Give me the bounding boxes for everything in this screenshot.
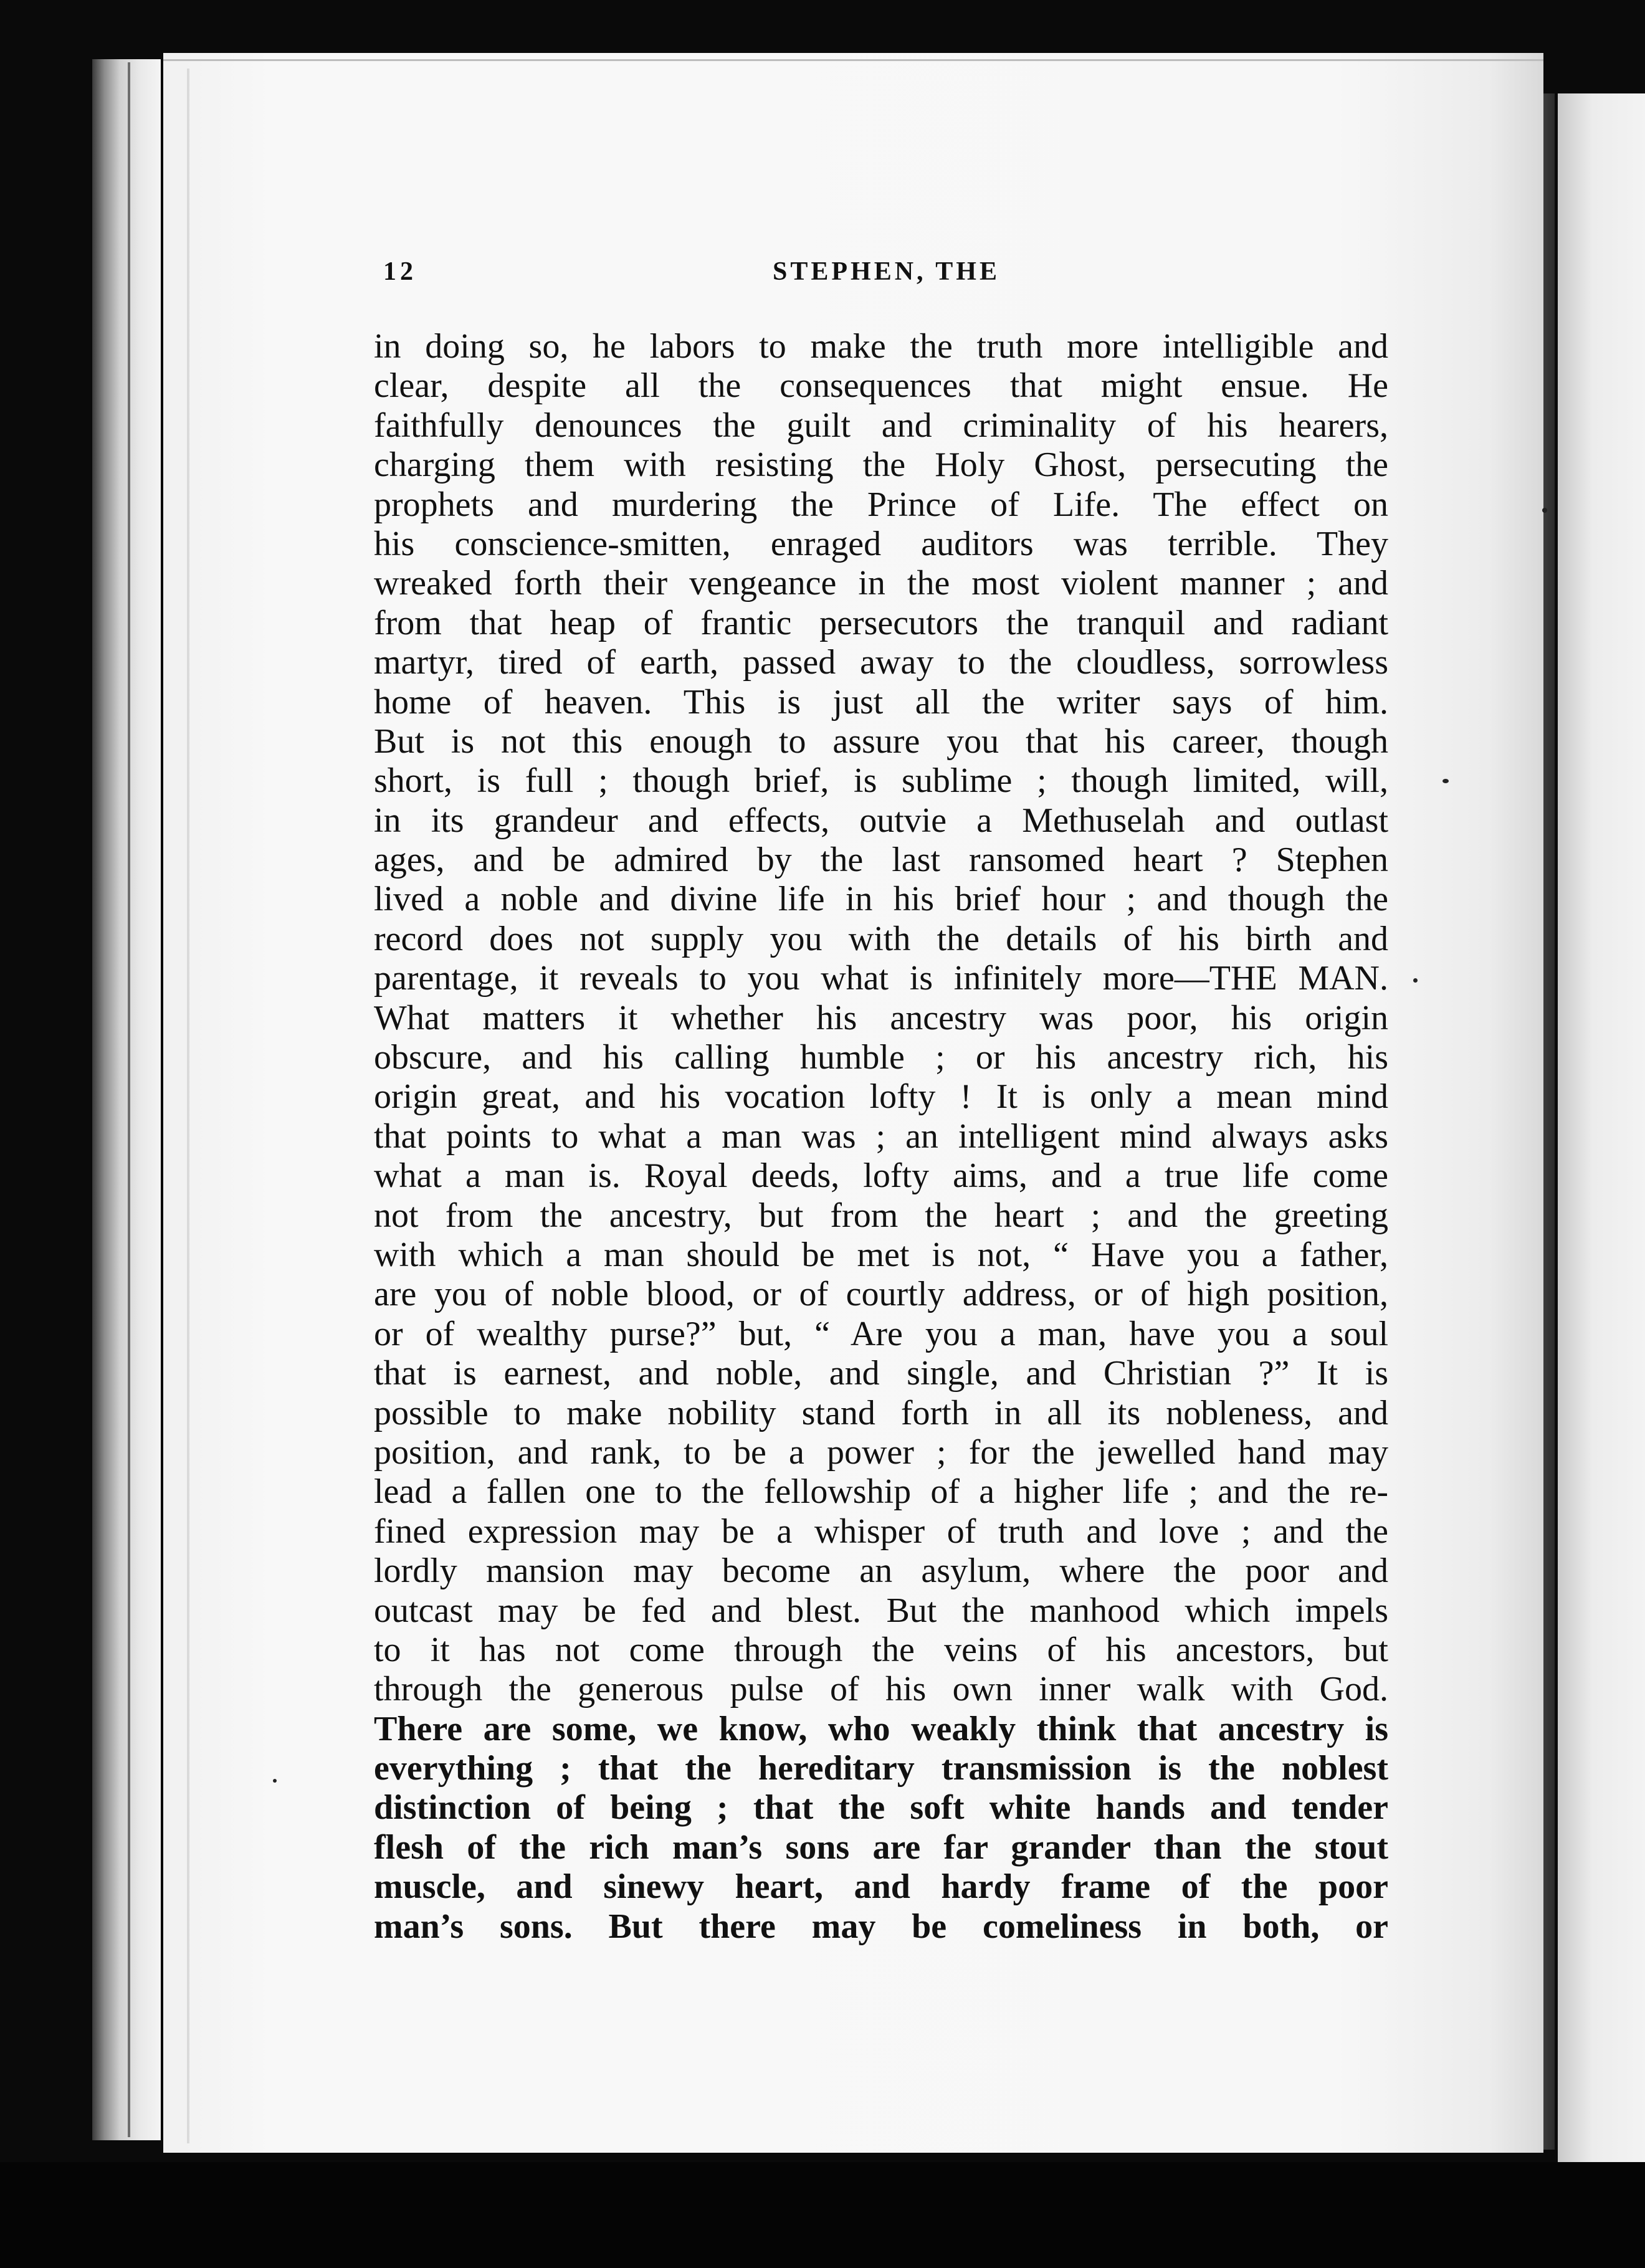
page-header (0, 257, 1645, 294)
text-line: record does not supply you with the details of his birth and (374, 919, 1388, 958)
text-line: from that heap of frantic persecutors the tranquil and radiant (374, 603, 1388, 642)
speck-mark (273, 1779, 277, 1783)
text-line: muscle, and sinewy heart, and hardy frame of the poor (374, 1867, 1388, 1907)
speck-mark (1542, 508, 1547, 513)
text-line: fined expression may be a whisper of truth and love ; and the (374, 1512, 1388, 1551)
text-line: clear, despite all the consequences that might ensue. He (374, 366, 1388, 406)
text-line: through the generous pulse of his own inner walk with God. (374, 1670, 1388, 1709)
text-line: everything ; that the hereditary transmission is the noblest (374, 1749, 1388, 1788)
text-line: that is earnest, and noble, and single, and Christian ?” It is (374, 1354, 1388, 1393)
text-line: ages, and be admired by the last ransomed heart ? Stephen (374, 841, 1388, 880)
text-line: distinction of being ; that the soft white hands and tender (374, 1788, 1388, 1827)
text-line: or of wealthy purse?” but, “ Are you a man, have you a soul (374, 1314, 1388, 1353)
text-line: are you of noble blood, or of courtly address, or of high position, (374, 1275, 1388, 1314)
text-line: outcast may be fed and blest. But the manhood which impels (374, 1591, 1388, 1630)
text-line: wreaked forth their vengeance in the most violent manner ; and (374, 564, 1388, 603)
text-line: lead a fallen one to the fellowship of a higher life ; and the re- (374, 1472, 1388, 1512)
text-line: parentage, it reveals to you what is infinitely more—THE MAN. (374, 959, 1388, 998)
text-line: short, is full ; though brief, is sublime ; though limited, will, (374, 761, 1388, 801)
page-inner-edge (187, 69, 189, 2143)
text-line: his conscience-smitten, enraged auditors was terrible. They (374, 524, 1388, 563)
page-number: 12 (383, 257, 417, 286)
page-top-edge (163, 59, 1543, 61)
text-line: martyr, tired of earth, passed away to the cloudless, sorrowless (374, 643, 1388, 682)
text-line: lordly mansion may become an asylum, where the poor and (374, 1551, 1388, 1591)
text-line: faithfully denounces the guilt and criminality of his hearers, (374, 406, 1388, 445)
text-line: possible to make nobility stand forth in all its nobleness, and (374, 1393, 1388, 1432)
page-edge-line (128, 62, 130, 2137)
text-line: with which a man should be met is not, “ Have you a father, (374, 1235, 1388, 1274)
speck-mark (1442, 779, 1449, 783)
text-line: in its grandeur and effects, outvie a Methuselah and outlast (374, 801, 1388, 840)
text-line: man’s sons. But there may be comeliness in both, or (374, 1907, 1388, 1946)
text-line: prophets and murdering the Prince of Life. The effect on (374, 485, 1388, 524)
text-line: not from the ancestry, but from the heart ; and the greeting (374, 1196, 1388, 1235)
text-line: position, and rank, to be a power ; for the jewelled hand may (374, 1432, 1388, 1472)
text-line: obscure, and his calling humble ; or his ancestry rich, his (374, 1038, 1388, 1077)
running-head: STEPHEN, THE (773, 257, 1000, 286)
body-text (374, 327, 1388, 1946)
text-line: But is not this enough to assure you that his career, though (374, 722, 1388, 761)
text-line: flesh of the rich man’s sons are far grander than the stout (374, 1827, 1388, 1867)
text-line: lived a noble and divine life in his brief hour ; and though the (374, 880, 1388, 919)
text-line: in doing so, he labors to make the truth more intelligible and (374, 327, 1388, 366)
text-line: that points to what a man was ; an intelligent mind always asks (374, 1117, 1388, 1156)
text-line: origin great, and his vocation lofty ! It is only a mean mind (374, 1077, 1388, 1117)
facing-page-edge (1558, 93, 1645, 2162)
text-line: to it has not come through the veins of his ancestors, but (374, 1630, 1388, 1669)
text-line: charging them with resisting the Holy Ghost, persecuting the (374, 446, 1388, 485)
speck-mark (1413, 978, 1418, 983)
text-line: What matters it whether his ancestry was poor, his origin (374, 998, 1388, 1037)
scan-border-bottom (0, 2162, 1645, 2268)
text-line: what a man is. Royal deeds, lofty aims, and a true life come (374, 1156, 1388, 1196)
page-stack-edge (92, 59, 161, 2140)
text-line: home of heaven. This is just all the writer says of him. (374, 682, 1388, 722)
text-line: There are some, we know, who weakly think that ancestry is (374, 1709, 1388, 1748)
